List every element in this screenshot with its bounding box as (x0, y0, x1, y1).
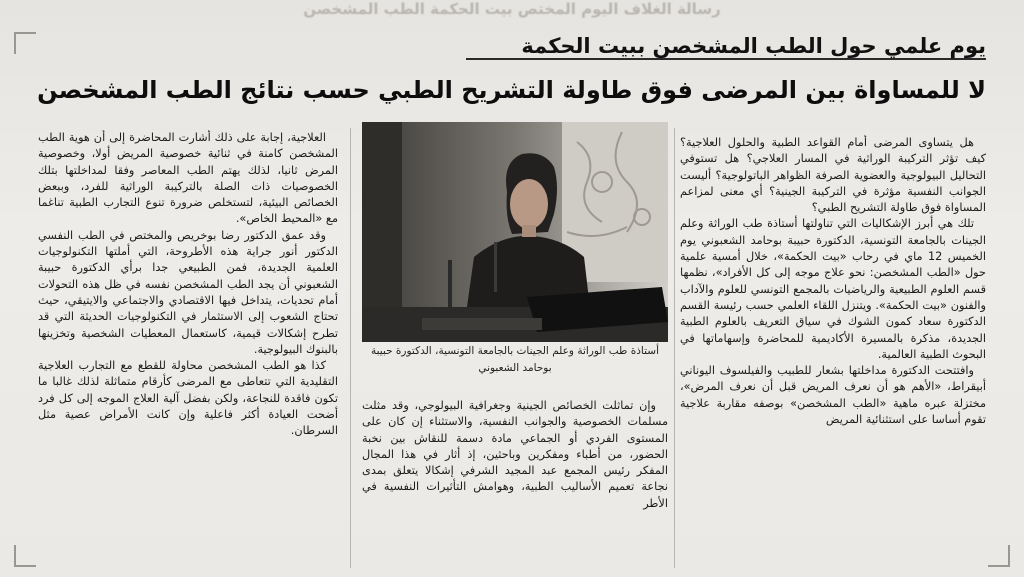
paragraph: وإن تماثلت الخصائص الجينية وجغرافية البيولوجي، وقد مثلت مسلمات الخصوصية والجوانب النفسية، والاستثناء إن كان على المستوى الفردي أو الجماعي مادة دسمة للنقاش بين نخبة الحضور، من أطباء ومفكرين وباحثين، إذ أثار في هذا المجال المفكر رئيس المجمع عبد المجيد الشرفي إشكالا يتعلق بمدى نجاعة تعميم الأساليب الطبية، وهوامش التأثيرات النفسية في الأطر (362, 399, 668, 510)
subheadline: لا للمساواة بين المرضى فوق طاولة التشريح الطبي حسب نتائج الطب المشخصن (37, 76, 986, 104)
paragraph: هل يتساوى المرضى أمام القواعد الطبية والحلول العلاجية؟ كيف تؤثر التركيبة الوراثية في المسار العلاجي؟ هل تستوفي التحاليل البيولوجية والعضوية الصرفة الظواهر الباتولوجية؟ أليست الجوانب النفسية مؤثرة في التركيبة الجينية؟ أي معنى لمزاعم المساواة فوق طاولة التشريح الطبي؟ (680, 136, 986, 215)
photo-caption: أستاذة طب الوراثة وعلم الجينات بالجامعة التونسية، الدكتورة حبيبة بوحامد الشعبوني (370, 345, 660, 374)
header-bleed-through: رسالة الغلاف اليوم المختص بيت الحكمة الطب المشخصن (303, 0, 721, 18)
corner-mark-bottom-left (14, 545, 36, 567)
headline: يوم علمي حول الطب المشخصن ببيت الحكمة (521, 34, 986, 58)
article-column-right (680, 135, 986, 570)
article-column-left (38, 130, 338, 570)
column-divider (674, 128, 675, 568)
article-photo (362, 122, 668, 342)
corner-mark-top-left (14, 32, 36, 54)
paragraph: تلك هي أبرز الإشكاليات التي تناولتها أستاذة طب الوراثة وعلم الجينات بالجامعة التونسية، الدكتورة حبيبة بوحامد الشعبوني يوم الخميس 12 ماي في رحاب «بيت الحكمة»، خلال أمسية علمية حول «الطب المشخصن: نحو علاج موجه إلى كل الأفراد»، نظمها قسم العلوم الطبيعية والرياضيات بالمجمع التونسي للعلوم والآداب والفنون «بيت الحكمة». ويتنزل اللقاء العلمي حسب رئيسة القسم الدكتورة سعاد كمون الشوك في سياق التعريف بالعلوم الطبية الجديدة، مذكرة بالمسيرة الأكاديمية للمحاضرة وإسهاماتها في البحوث الطبية العالمية. (680, 217, 986, 361)
column-divider (350, 128, 351, 568)
headline-bar (466, 30, 986, 62)
article-column-middle (362, 398, 668, 570)
photo-woman-speaking (362, 122, 668, 342)
corner-mark-bottom-right (988, 545, 1010, 567)
paragraph: وقد عمق الدكتور رضا بوخريص والمختص في الطب النفسي الدكتور أنور جراية هذه الأطروحة، التي أملتها التكنولوجيات العلمية الجديدة، فمن الطبيعي جدا برأي الدكتورة حبيبة الشعبوني أن يجد الطب المشخصن نفسه في ظل هذه التحولات أمام تحديات، يتداخل فيها الاقتصادي والاجتماعي والايتيقي، حيث تحتاج الشعوب إلى الاستثمار في التكنولوجيات الحديثة التي قد تطرح إشكالات قيمية، كاستعمال المعطيات الشخصية وتخزينها بالبنوك البيولوجية. (38, 228, 338, 356)
paragraph: كذا هو الطب المشخصن محاولة للقطع مع التجارب العلاجية التقليدية التي تتعاطى مع المرضى كأرقام متماثلة لذلك غالبا ما تكون فاقدة للنجاعة، ولكن بفضل آلية العلاج الموجه إلى كل فرد أضحت العيادة أكثر فاعلية وإن كانت الأمراض عصية مثل السرطان. (38, 359, 338, 438)
paragraph: وافتتحت الدكتورة مداخلتها بشعار للطبيب والفيلسوف اليوناني أبيقراط، «الأهم هو أن نعرف المريض قبل أن نعرف المرض»، مختزلة عبره ماهية «الطب المشخصن» بوصفه مقاربة علاجية تقوم أساسا على استثنائية المريض (680, 364, 986, 427)
paragraph: العلاجية، إجابة على ذلك أشارت المحاضرة إلى أن هوية الطب المشخصن كامنة في ثنائية خصوصية المريض أولا، وخصوصية المرض ثانيا، لذلك يهتم الطب المعاصر وفقا لمداخلتها بتلك الخصوصيات ذات الصلة بالتركيبة الوراثية للفرد، وببعض الخصائص البيئية، لتستخلص ضرورة تنوع التجارب الطبية تناغما مع «المحيط الخاص». (38, 131, 338, 226)
